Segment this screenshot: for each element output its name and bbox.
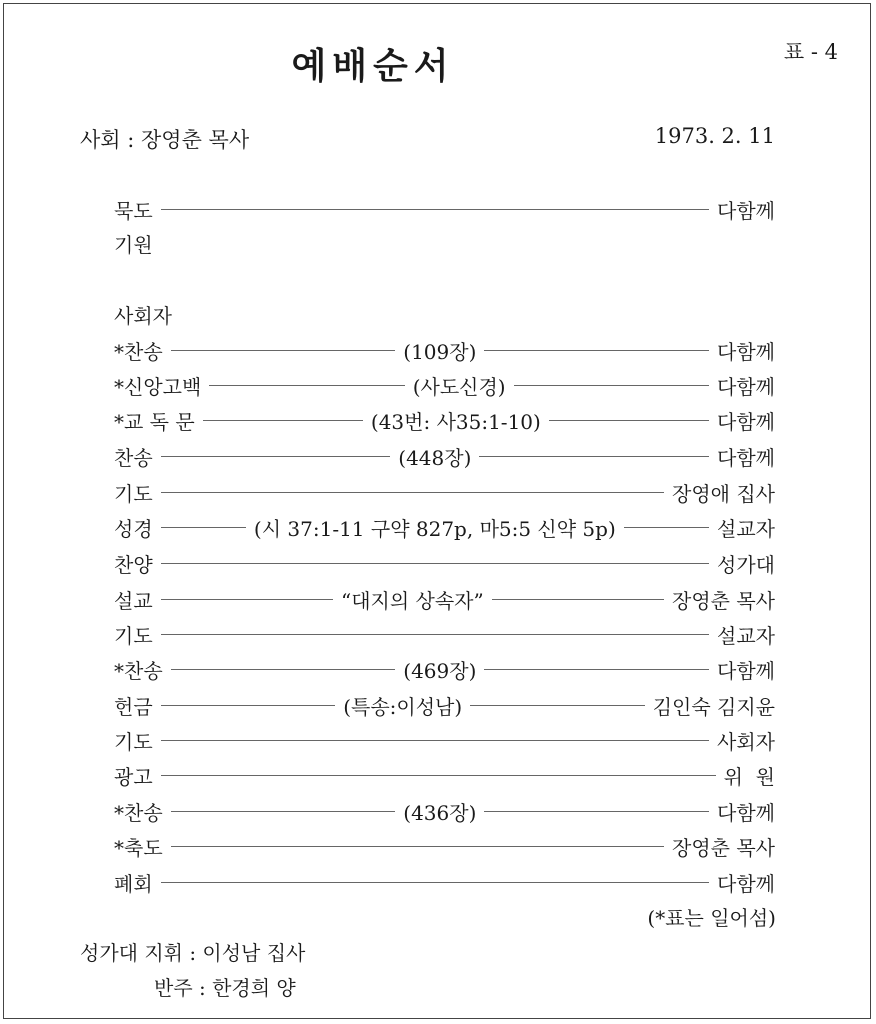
item-detail: (469장)	[403, 658, 477, 683]
item-performer: 성가대	[717, 552, 775, 577]
order-item	[114, 723, 775, 757]
item-performer: 설교자	[717, 623, 775, 648]
item-performer: 사회자	[717, 729, 775, 754]
item-label: 찬송	[114, 445, 153, 470]
order-item	[114, 439, 775, 473]
leader-line	[161, 456, 391, 457]
table-tag: 표 - 4	[783, 40, 838, 64]
item-performer: 다함께	[717, 409, 776, 434]
item-detail: (시 37:1-11 구약 827p, 마5:5 신약 5p)	[253, 516, 616, 541]
item-performer: 다함께	[717, 800, 775, 825]
item-detail: (436장)	[403, 800, 477, 825]
order-item	[114, 758, 775, 792]
leader-line	[161, 634, 709, 635]
item-detail: (448장)	[398, 445, 472, 470]
order-item	[114, 582, 775, 616]
item-label: 기도	[114, 623, 153, 648]
item-label: *축도	[114, 835, 163, 860]
item-label: 찬양	[114, 552, 153, 577]
item-label: 기도	[114, 729, 153, 754]
leader-line	[171, 669, 396, 670]
item-label: 광고	[114, 764, 153, 789]
item-detail: (특송:이성남)	[343, 694, 463, 719]
item-performer: 다함께	[717, 658, 775, 683]
order-item	[114, 368, 775, 402]
item-performer: 다함께	[717, 339, 775, 364]
leader-line	[470, 705, 645, 706]
presider: 사회 : 장영춘 목사	[80, 128, 250, 152]
item-label: 기원	[114, 232, 153, 257]
item-label: 묵도	[114, 198, 153, 223]
order-item	[114, 865, 775, 899]
item-performer: 장영춘 목사	[672, 588, 775, 613]
order-item	[114, 297, 775, 331]
leader-line	[484, 811, 709, 812]
item-label: 성경	[114, 516, 153, 541]
choir-conductor: 성가대 지휘 : 이성남 집사	[80, 941, 306, 965]
leader-line	[171, 846, 664, 847]
item-label: *찬송	[114, 658, 163, 683]
item-label: *찬송	[114, 800, 163, 825]
standing-note: (*표는 일어섬)	[647, 906, 776, 930]
leader-line	[161, 563, 709, 564]
leader-line	[492, 599, 664, 600]
page-title: 예배순서	[291, 46, 455, 87]
leader-line	[549, 420, 709, 421]
order-item	[114, 403, 775, 437]
order-item	[114, 617, 775, 651]
leader-line	[209, 385, 404, 386]
item-detail: (43번: 사35:1-10)	[370, 409, 541, 434]
leader-line	[479, 456, 709, 457]
leader-line	[171, 350, 396, 351]
item-detail: “대지의 상속자”	[340, 588, 484, 613]
item-performer: 장영춘 목사	[672, 835, 775, 860]
item-performer: 설교자	[717, 516, 776, 541]
leader-line	[624, 527, 709, 528]
item-performer: 다함께	[717, 198, 775, 223]
leader-line	[161, 775, 716, 776]
item-label: *신앙고백	[114, 374, 202, 399]
leader-line	[161, 209, 709, 210]
order-item	[114, 546, 775, 580]
item-performer: 김인숙 김지윤	[652, 694, 775, 719]
order-item	[114, 794, 775, 828]
order-item	[114, 226, 775, 260]
order-item	[114, 475, 775, 509]
item-detail: (사도신경)	[412, 374, 506, 399]
item-performer: 다함께	[717, 871, 775, 896]
item-performer: 장영애 집사	[672, 481, 775, 506]
leader-line	[161, 492, 664, 493]
item-label: 사회자	[114, 303, 172, 328]
leader-line	[514, 385, 709, 386]
accompanist: 반주 : 한경희 양	[154, 976, 296, 1000]
leader-line	[161, 882, 709, 883]
item-label: 기도	[114, 481, 153, 506]
order-item	[114, 688, 775, 722]
leader-line	[161, 705, 336, 706]
item-label: 폐회	[114, 871, 153, 896]
item-label: 헌금	[114, 694, 153, 719]
item-performer: 다함께	[717, 445, 775, 470]
item-performer: 다함께	[717, 374, 776, 399]
order-item	[114, 333, 775, 367]
item-performer: 위 원	[723, 764, 775, 789]
order-item	[114, 652, 775, 686]
leader-line	[171, 811, 396, 812]
order-item	[114, 192, 775, 226]
item-detail: (109장)	[403, 339, 477, 364]
leader-line	[161, 599, 333, 600]
service-date: 1973. 2. 11	[654, 124, 775, 148]
leader-line	[484, 669, 709, 670]
leader-line	[161, 740, 709, 741]
leader-line	[203, 420, 363, 421]
item-label: *찬송	[114, 339, 163, 364]
leader-line	[484, 350, 709, 351]
leader-line	[161, 527, 246, 528]
item-label: 설교	[114, 588, 153, 613]
item-label: *교 독 문	[114, 409, 195, 434]
order-item	[114, 510, 775, 544]
order-item	[114, 829, 775, 863]
